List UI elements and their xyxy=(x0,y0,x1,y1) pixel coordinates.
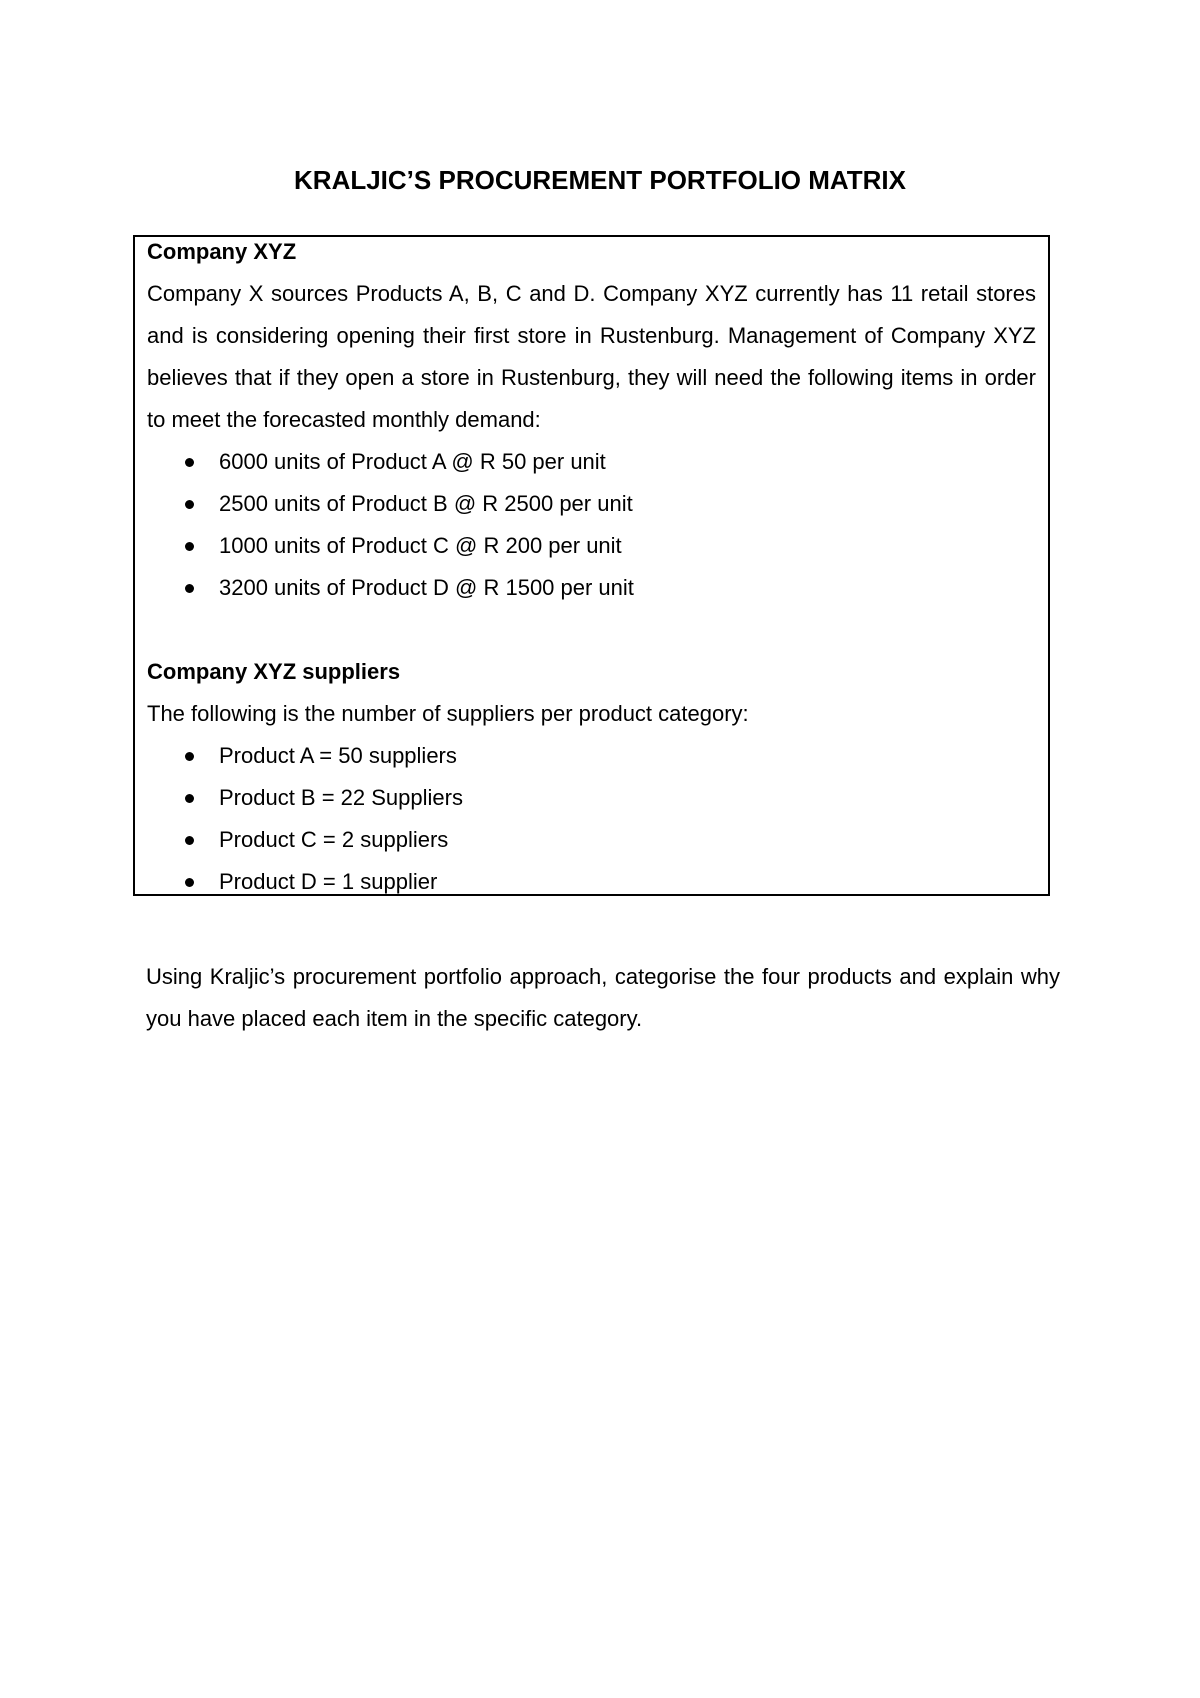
supplier-item-text: Product B = 22 Suppliers xyxy=(219,785,463,810)
bullet-icon xyxy=(185,878,194,887)
bullet-icon xyxy=(185,584,194,593)
supplier-item-text: Product C = 2 suppliers xyxy=(219,827,449,852)
list-item xyxy=(147,777,1036,819)
suppliers-heading: Company XYZ suppliers xyxy=(147,659,401,684)
question-text: Using Kraljic’s procurement portfolio approach, categorise the four products and explain why you have placed each item in the specific category. xyxy=(146,964,1060,1031)
bullet-icon xyxy=(185,752,194,761)
demand-item-text: 3200 units of Product D @ R 1500 per unit xyxy=(219,575,634,600)
supplier-item-text: Product A = 50 suppliers xyxy=(219,743,457,768)
bullet-icon xyxy=(185,836,194,845)
company-heading: Company XYZ xyxy=(147,239,297,264)
list-item xyxy=(147,861,1036,896)
bullet-icon xyxy=(185,794,194,803)
list-item xyxy=(147,735,1036,777)
list-item xyxy=(147,441,1036,483)
supplier-item-text: Product D = 1 supplier xyxy=(219,869,438,894)
bullet-icon xyxy=(185,458,194,467)
case-study-box xyxy=(133,235,1050,896)
supplier-list xyxy=(147,735,1036,896)
bullet-icon xyxy=(185,542,194,551)
list-item xyxy=(147,819,1036,861)
demand-item-text: 2500 units of Product B @ R 2500 per unit xyxy=(219,491,633,516)
demand-item-text: 1000 units of Product C @ R 200 per unit xyxy=(219,533,622,558)
list-item xyxy=(147,483,1036,525)
list-item xyxy=(147,525,1036,567)
demand-item-text: 6000 units of Product A @ R 50 per unit xyxy=(219,449,606,474)
demand-list xyxy=(147,441,1036,609)
bullet-icon xyxy=(185,500,194,509)
company-paragraph: Company X sources Products A, B, C and D. Company XYZ currently has 11 retail stores and is considering opening their first store in Rustenburg. Management of Company XYZ believes that if they open a store in Rustenburg, they will need the following items in order to meet the forecasted monthly demand: xyxy=(147,281,1036,432)
list-item xyxy=(147,567,1036,609)
page-title: KRALJIC’S PROCUREMENT PORTFOLIO MATRIX xyxy=(294,165,906,196)
suppliers-intro: The following is the number of suppliers per product category: xyxy=(147,701,749,726)
